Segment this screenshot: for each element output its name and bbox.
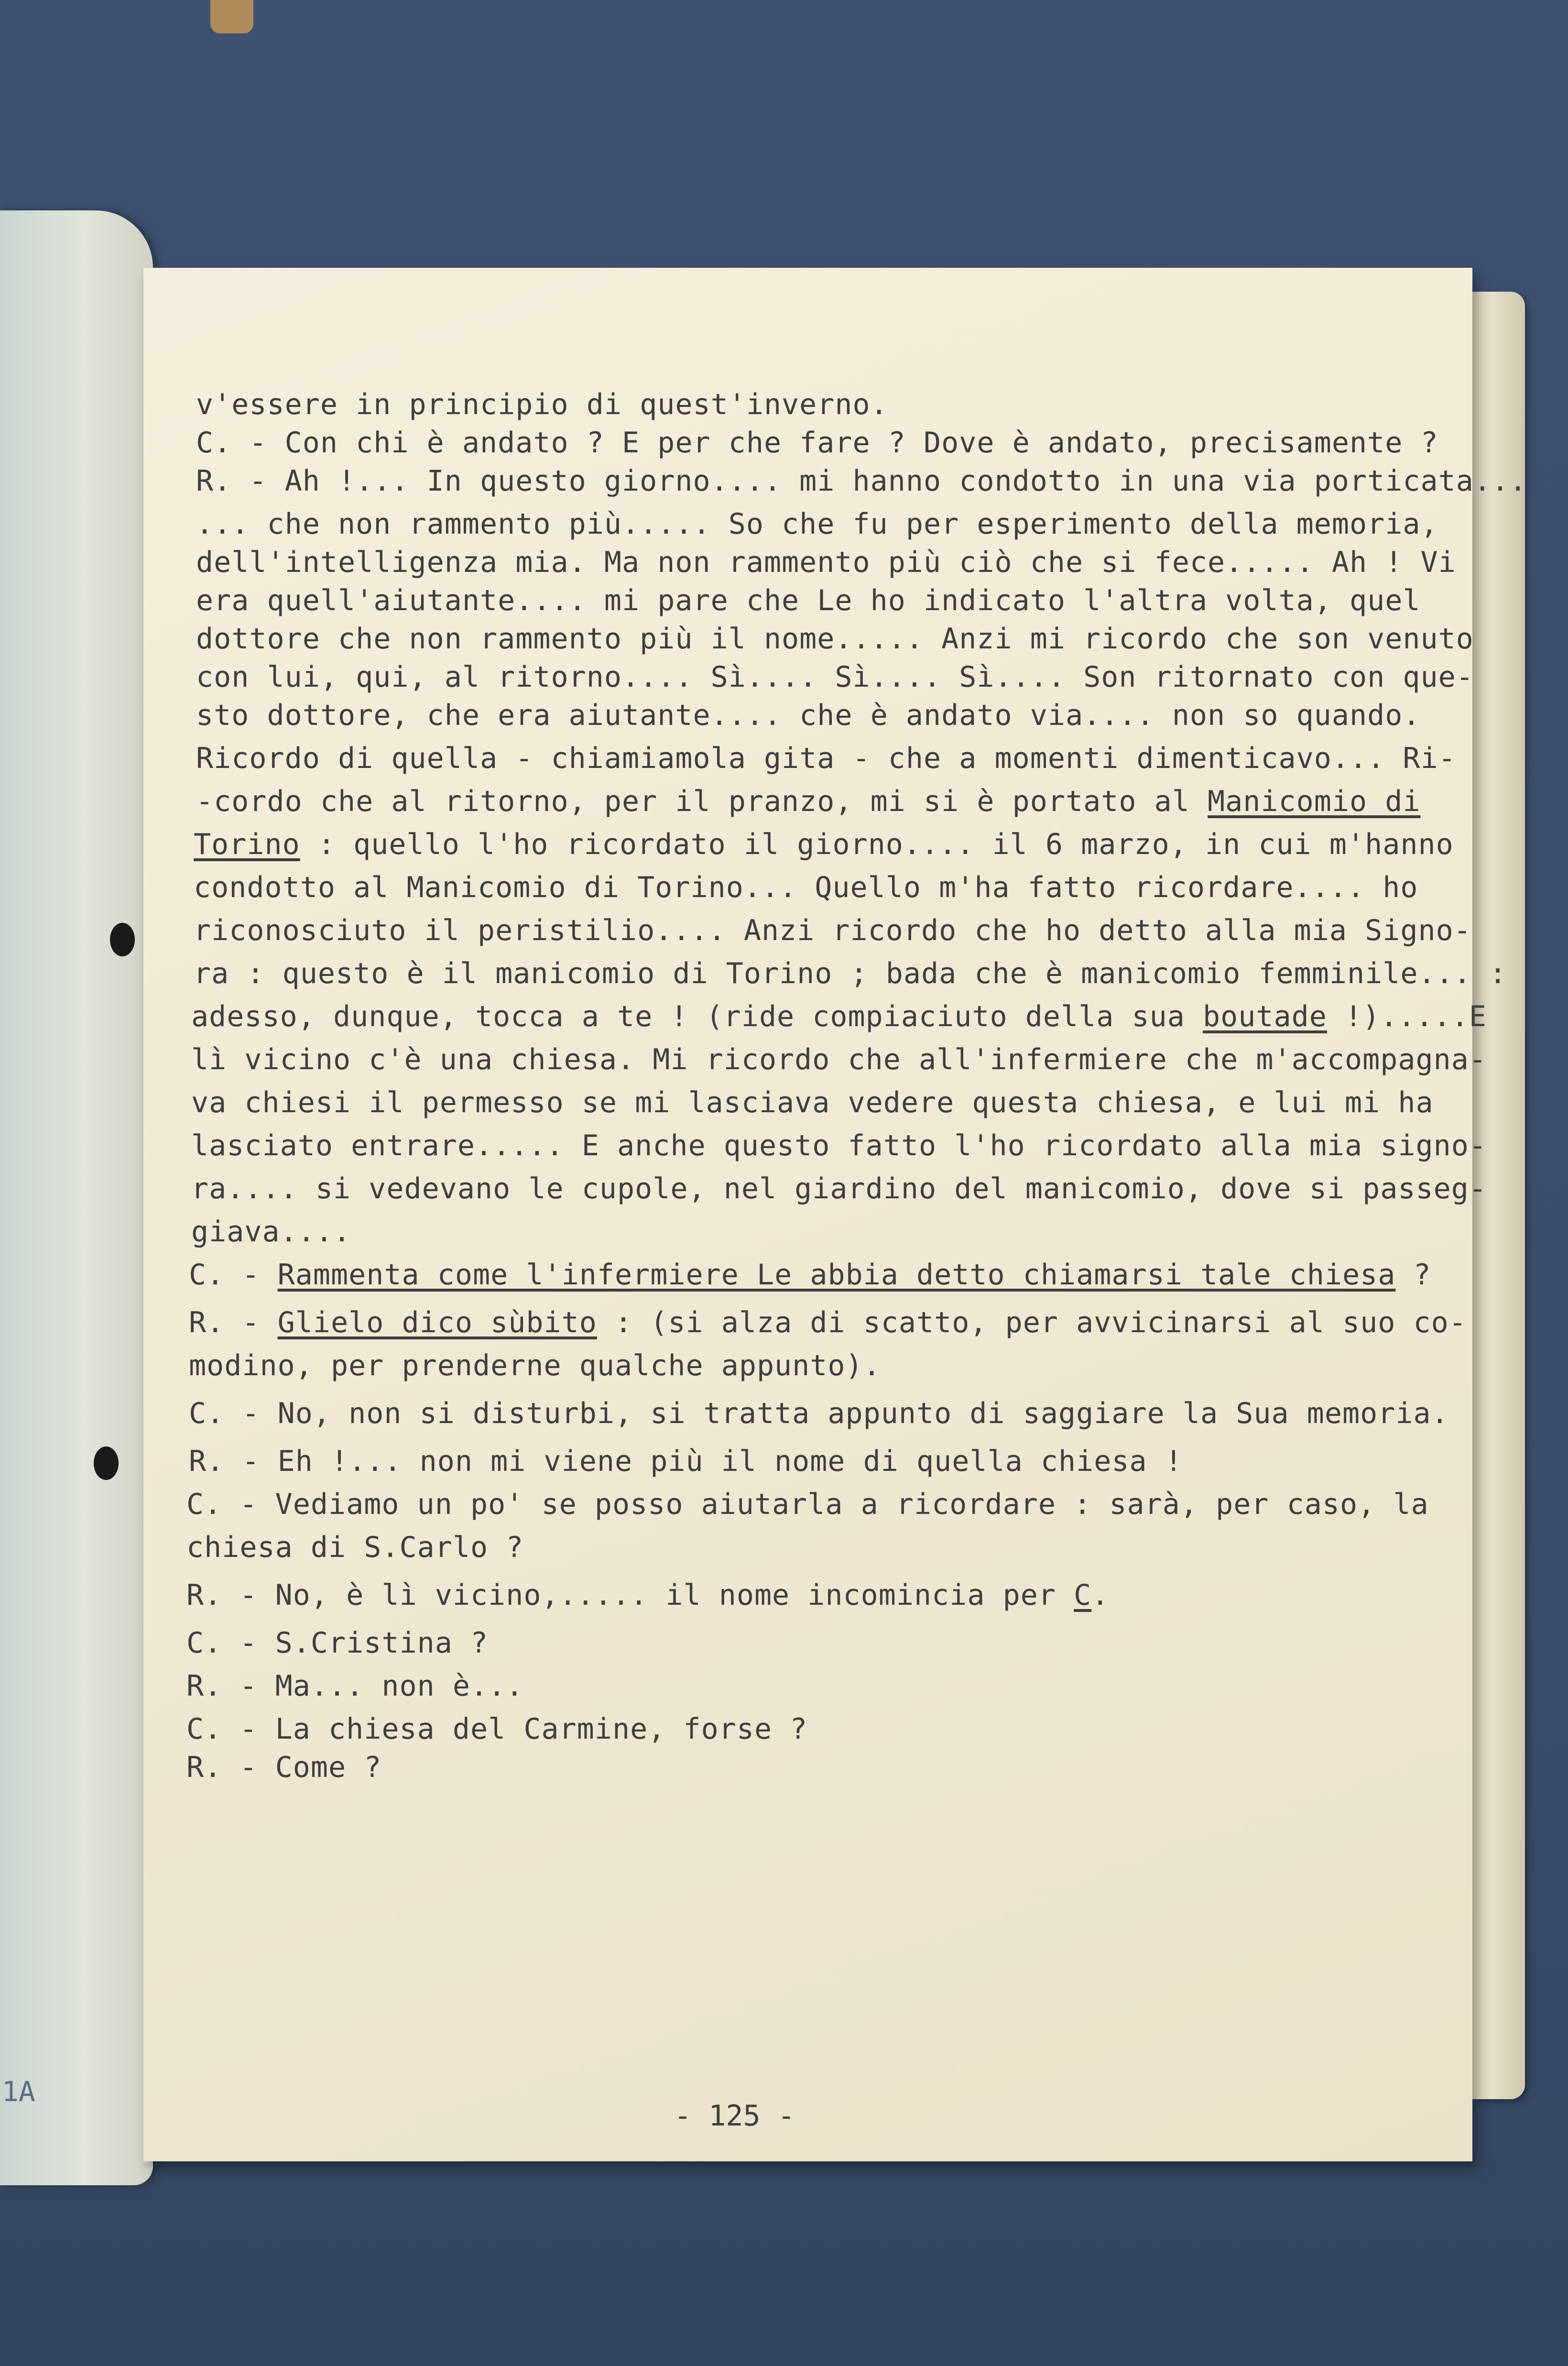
text-line: v'essere in principio di quest'inverno. <box>196 388 888 421</box>
text-line: chiesa di S.Carlo ? <box>186 1531 524 1564</box>
text-line: condotto al Manicomio di Torino... Quello m'ha fatto ricordare.... ho <box>194 871 1418 904</box>
punch-hole-upper <box>110 923 135 956</box>
line-text-segment: ? <box>1395 1258 1431 1292</box>
line-text-segment: R. - No, è lì vicino,..... il nome incomincia per <box>186 1578 1074 1612</box>
text-line: R. - Eh !... non mi viene più il nome di quella chiesa ! <box>189 1445 1183 1478</box>
text-line: giava.... <box>191 1215 351 1249</box>
underlined-text: Glielo dico sùbito <box>277 1306 597 1339</box>
text-line: lasciato entrare..... E anche questo fatto l'ho ricordato alla mia signo- <box>191 1129 1487 1162</box>
text-line: ra : questo è il manicomio di Torino ; bada che è manicomio femminile... : <box>194 957 1507 990</box>
underlined-text: Rammenta come l'infermiere Le abbia detto chiamarsi tale chiesa <box>277 1258 1396 1292</box>
line-text-segment: : (si alza di scatto, per avvicinarsi al suo co- <box>597 1306 1467 1339</box>
text-line: R. - Come ? <box>186 1751 382 1784</box>
typed-page <box>143 268 1527 2161</box>
text-line <box>189 1258 1431 1292</box>
text-line: ra.... si vedevano le cupole, nel giardino del manicomio, dove si passeg- <box>191 1172 1487 1205</box>
line-text-segment: . <box>1091 1578 1110 1612</box>
text-line: ... che non rammento più..... So che fu per esperimento della memoria, <box>196 507 1438 541</box>
underlined-text: C <box>1074 1578 1092 1612</box>
text-line: Ricordo di quella - chiamiamola gita - che a momenti dimenticavo... Ri- <box>196 742 1456 775</box>
text-line: dell'intelligenza mia. Ma non rammento più ciò che si fece..... Ah ! Vi <box>196 546 1456 579</box>
text-line: con lui, qui, al ritorno.... Sì.... Sì.... Sì.... Son ritornato con que- <box>196 660 1474 694</box>
text-line: C. - No, non si disturbi, si tratta appunto di saggiare la Sua memoria. <box>189 1397 1449 1430</box>
left-facing-page <box>0 210 153 2185</box>
line-text-segment: adesso, dunque, tocca a te ! (ride compiaciuto della sua <box>191 1000 1203 1033</box>
text-line: riconosciuto il peristilio.... Anzi ricordo che ho detto alla mia Signo- <box>194 914 1471 947</box>
underlined-text: boutade <box>1203 1000 1327 1033</box>
text-line: C. - Con chi è andato ? E per che fare ? Dove è andato, precisamente ? <box>196 426 1438 460</box>
text-line: R. - Ma... non è... <box>186 1669 524 1703</box>
text-line: dottore che non rammento più il nome..... Anzi mi ricordo che son venuto <box>196 622 1474 656</box>
text-line: va chiesi il permesso se mi lasciava vedere questa chiesa, e lui mi ha <box>191 1086 1434 1119</box>
text-line: C. - S.Cristina ? <box>186 1626 489 1660</box>
line-text-segment: : quello l'ho ricordato il giorno.... il 6 marzo, in cui m'hanno <box>300 828 1454 861</box>
text-line <box>196 784 1421 819</box>
text-line: sto dottore, che era aiutante.... che è andato via.... non so quando. <box>196 699 1421 732</box>
text-line: C. - Vediamo un po' se posso aiutarla a ricordare : sarà, per caso, la <box>186 1488 1429 1521</box>
underlined-text: Torino <box>194 828 300 861</box>
text-line <box>191 999 1487 1034</box>
text-line: C. - La chiesa del Carmine, forse ? <box>186 1712 808 1746</box>
underlined-text: Manicomio di <box>1208 785 1421 818</box>
handwritten-margin-mark: 1A <box>2 2075 35 2108</box>
line-text-segment: C. - <box>189 1258 278 1292</box>
line-text-segment: -cordo che al ritorno, per il pranzo, mi si è portato al <box>196 785 1208 818</box>
text-line: R. - Ah !... In questo giorno.... mi hanno condotto in una via porticata... <box>196 464 1527 498</box>
text-line <box>186 1578 1109 1612</box>
line-text-segment: !).....E <box>1327 1000 1487 1033</box>
punch-hole-lower <box>94 1446 119 1480</box>
line-text-segment: R. - <box>189 1306 278 1339</box>
text-line: modino, per prenderne qualche appunto). <box>189 1349 881 1382</box>
binder-clip <box>210 0 253 33</box>
page-number: - 125 - <box>674 2099 795 2133</box>
text-line <box>194 827 1454 862</box>
text-line <box>189 1305 1467 1340</box>
text-line: lì vicino c'è una chiesa. Mi ricordo che all'infermiere che m'accompagna- <box>191 1043 1487 1076</box>
text-line: era quell'aiutante.... mi pare che Le ho indicato l'altra volta, quel <box>196 584 1421 617</box>
